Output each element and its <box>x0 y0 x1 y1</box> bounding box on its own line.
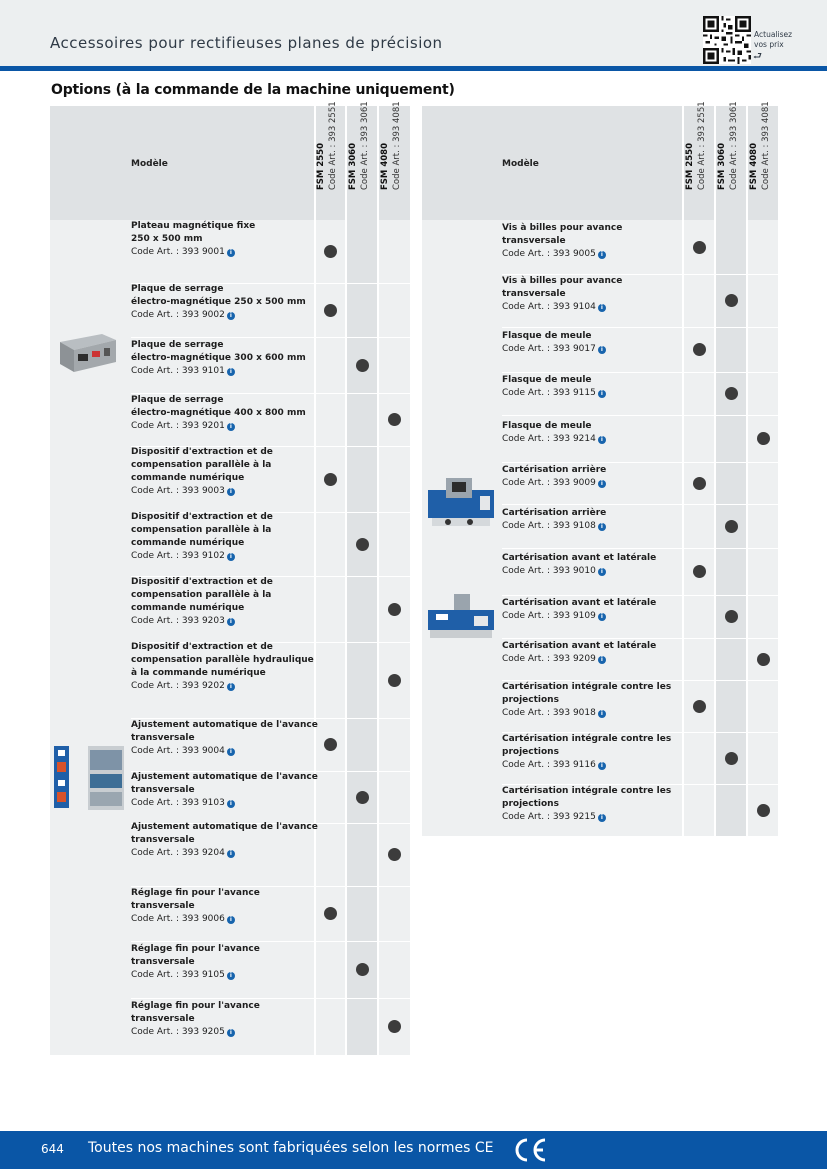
column-fsm4080 <box>378 220 410 1055</box>
availability-dot-icon <box>725 387 738 400</box>
info-icon[interactable]: i <box>227 916 235 924</box>
feed-adjustment-image <box>52 746 124 812</box>
option-name: projections <box>502 799 559 809</box>
option-name: Réglage fin pour l'avance <box>131 944 260 954</box>
info-icon[interactable]: i <box>598 436 606 444</box>
column-fsm4080 <box>747 220 778 836</box>
ce-mark-icon <box>512 1136 548 1164</box>
availability-dot-icon <box>324 738 337 751</box>
option-name: Plaque de serrage <box>131 340 224 350</box>
qr-caption: Actualisez vos prix <box>754 30 793 49</box>
row-divider <box>502 415 779 416</box>
option-name: commande numérique <box>131 538 245 548</box>
table-row <box>502 733 671 772</box>
row-divider <box>131 941 410 942</box>
option-name: Vis à billes pour avance <box>502 276 623 286</box>
table-row <box>131 394 306 433</box>
availability-dot-icon <box>725 752 738 765</box>
info-icon[interactable]: i <box>598 613 606 621</box>
info-icon[interactable]: i <box>227 488 235 496</box>
option-code <box>131 797 318 810</box>
option-code <box>131 420 306 433</box>
table-row <box>131 576 273 628</box>
option-code <box>502 759 671 772</box>
option-name: Ajustement automatique de l'avance <box>131 720 318 730</box>
column-divider <box>746 106 748 836</box>
header-rule <box>0 66 827 71</box>
column-model: FSM 2550 <box>685 142 695 190</box>
option-name: projections <box>502 695 559 705</box>
availability-dot-icon <box>324 245 337 258</box>
code-text: Code Art. : 393 9102 <box>131 551 225 561</box>
option-code <box>131 680 314 693</box>
column-header-fsm2550 <box>314 101 344 220</box>
info-icon[interactable]: i <box>227 972 235 980</box>
option-code <box>502 565 656 578</box>
row-divider <box>502 462 779 463</box>
option-code <box>502 610 656 623</box>
availability-dot-icon <box>757 804 770 817</box>
table-row <box>131 821 318 860</box>
option-name: Ajustement automatique de l'avance <box>131 822 318 832</box>
info-icon[interactable]: i <box>598 390 606 398</box>
code-text: Code Art. : 393 9003 <box>131 486 225 496</box>
column-code: Code Art. : 393 3061 <box>729 101 739 190</box>
model-label: Modèle <box>131 159 168 169</box>
code-text: Code Art. : 393 9004 <box>131 746 225 756</box>
row-divider <box>502 548 779 549</box>
code-text: Code Art. : 393 9205 <box>131 1027 225 1037</box>
option-code <box>502 653 656 666</box>
row-divider <box>502 595 779 596</box>
code-text: Code Art. : 393 9009 <box>502 478 596 488</box>
option-name: Plaque de serrage <box>131 395 224 405</box>
column-model: FSM 3060 <box>717 142 727 190</box>
option-name: Cartérisation intégrale contre les <box>502 734 672 744</box>
code-text: Code Art. : 393 9010 <box>502 566 596 576</box>
option-name: Vis à billes pour avance <box>502 223 623 233</box>
option-name: Plaque de serrage <box>131 284 224 294</box>
info-icon[interactable]: i <box>598 814 606 822</box>
row-divider <box>502 372 779 373</box>
table-row <box>131 719 318 758</box>
option-name: Cartérisation arrière <box>502 508 607 518</box>
code-text: Code Art. : 393 9214 <box>502 434 596 444</box>
availability-dot-icon <box>388 1020 401 1033</box>
table-row <box>502 640 656 666</box>
table-row <box>131 641 314 693</box>
availability-dot-icon <box>356 359 369 372</box>
option-code <box>502 811 671 824</box>
option-name: Flasque de meule <box>502 331 592 341</box>
table-row <box>502 552 656 578</box>
code-text: Code Art. : 393 9109 <box>502 611 596 621</box>
info-icon[interactable]: i <box>227 800 235 808</box>
table-row <box>502 785 671 824</box>
table-row <box>131 283 306 322</box>
table-row <box>131 1000 260 1039</box>
option-code <box>502 477 606 490</box>
row-divider <box>502 504 779 505</box>
option-name: Plateau magnétique fixe <box>131 221 256 231</box>
code-text: Code Art. : 393 9108 <box>502 521 596 531</box>
info-icon[interactable]: i <box>227 553 235 561</box>
availability-dot-icon <box>324 304 337 317</box>
column-divider <box>714 106 716 836</box>
option-code <box>502 343 606 356</box>
option-name: commande numérique <box>131 603 245 613</box>
info-icon[interactable]: i <box>227 249 235 257</box>
info-icon[interactable]: i <box>227 1029 235 1037</box>
availability-dot-icon <box>356 963 369 976</box>
code-text: Code Art. : 393 9018 <box>502 708 596 718</box>
code-text: Code Art. : 393 9202 <box>131 681 225 691</box>
column-header-fsm3060 <box>346 101 376 220</box>
info-icon[interactable]: i <box>598 251 606 259</box>
info-icon[interactable]: i <box>227 683 235 691</box>
rear-guard-machine-image <box>426 478 496 530</box>
table-row <box>131 220 255 259</box>
option-name: compensation parallèle à la <box>131 525 272 535</box>
option-name: transversale <box>131 1014 195 1024</box>
availability-dot-icon <box>388 413 401 426</box>
option-code <box>502 387 606 400</box>
code-text: Code Art. : 393 9201 <box>131 421 225 431</box>
magnetic-plate-image <box>56 328 118 378</box>
option-name: compensation parallèle à la <box>131 460 272 470</box>
option-name: Dispositif d'extraction et de <box>131 642 273 652</box>
info-icon[interactable]: i <box>598 346 606 354</box>
page-footer <box>0 1131 827 1169</box>
availability-dot-icon <box>388 603 401 616</box>
availability-dot-icon <box>725 294 738 307</box>
option-name: Dispositif d'extraction et de <box>131 447 273 457</box>
code-text: Code Art. : 393 9105 <box>131 970 225 980</box>
table-header <box>422 101 778 220</box>
info-icon[interactable]: i <box>598 568 606 576</box>
code-text: Code Art. : 393 9204 <box>131 848 225 858</box>
option-name: transversale <box>131 733 195 743</box>
option-name: transversale <box>131 835 195 845</box>
option-name: Cartérisation avant et latérale <box>502 641 657 651</box>
availability-dot-icon <box>693 241 706 254</box>
table-row <box>502 507 606 533</box>
info-icon[interactable]: i <box>598 523 606 531</box>
column-fsm2550 <box>683 220 715 836</box>
availability-dot-icon <box>693 477 706 490</box>
code-text: Code Art. : 393 9116 <box>502 760 596 770</box>
column-code: Code Art. : 393 2551 <box>328 101 338 190</box>
availability-dot-icon <box>324 473 337 486</box>
option-name: Dispositif d'extraction et de <box>131 577 273 587</box>
availability-dot-icon <box>356 791 369 804</box>
column-divider <box>314 106 316 1055</box>
option-name: électro-magnétique 300 x 600 mm <box>131 353 306 363</box>
option-name: 250 x 500 mm <box>131 234 203 244</box>
option-code <box>502 520 606 533</box>
code-text: Code Art. : 393 9001 <box>131 247 225 257</box>
option-name: compensation parallèle à la <box>131 590 272 600</box>
option-code <box>131 913 260 926</box>
column-fsm2550 <box>314 220 346 1055</box>
column-header-fsm4080 <box>378 101 408 220</box>
table-row <box>502 464 606 490</box>
option-name: à la commande numérique <box>131 668 266 678</box>
column-header-fsm2550 <box>683 101 713 220</box>
table-row <box>131 887 260 926</box>
code-text: Code Art. : 393 9101 <box>131 366 225 376</box>
option-code <box>131 485 273 498</box>
info-icon[interactable]: i <box>227 368 235 376</box>
front-guard-machine-image <box>426 594 496 640</box>
code-text: Code Art. : 393 9203 <box>131 616 225 626</box>
page-number: 644 <box>41 1142 64 1156</box>
column-model: FSM 4080 <box>749 142 759 190</box>
column-model: FSM 3060 <box>348 142 358 190</box>
option-name: transversale <box>131 785 195 795</box>
availability-dot-icon <box>356 538 369 551</box>
code-text: Code Art. : 393 9017 <box>502 344 596 354</box>
availability-dot-icon <box>693 565 706 578</box>
qr-code-icon[interactable] <box>703 16 751 64</box>
info-icon[interactable]: i <box>227 748 235 756</box>
code-text: Code Art. : 393 9115 <box>502 388 596 398</box>
code-text: Code Art. : 393 9215 <box>502 812 596 822</box>
table-row <box>502 275 622 314</box>
option-code <box>131 1026 260 1039</box>
option-name: compensation parallèle hydraulique <box>131 655 314 665</box>
table-row <box>502 681 671 720</box>
availability-dot-icon <box>725 520 738 533</box>
option-code <box>131 550 273 563</box>
column-header-fsm4080 <box>747 101 777 220</box>
option-name: transversale <box>131 957 195 967</box>
option-name: commande numérique <box>131 473 245 483</box>
option-code <box>502 248 622 261</box>
option-code <box>131 847 318 860</box>
option-code <box>502 301 622 314</box>
model-label: Modèle <box>502 159 539 169</box>
page-title: Accessoires pour rectifieuses planes de précision <box>50 34 443 52</box>
table-row <box>502 420 606 446</box>
table-row <box>131 943 260 982</box>
column-divider <box>345 106 347 1055</box>
option-name: Cartérisation intégrale contre les <box>502 786 672 796</box>
availability-dot-icon <box>757 432 770 445</box>
option-name: transversale <box>502 289 566 299</box>
info-icon[interactable]: i <box>598 304 606 312</box>
option-name: transversale <box>131 901 195 911</box>
option-name: Cartérisation avant et latérale <box>502 553 657 563</box>
column-model: FSM 4080 <box>380 142 390 190</box>
code-text: Code Art. : 393 9103 <box>131 798 225 808</box>
availability-dot-icon <box>693 700 706 713</box>
code-text: Code Art. : 393 9002 <box>131 310 225 320</box>
table-row <box>502 597 656 623</box>
info-icon[interactable]: i <box>227 423 235 431</box>
option-name: Ajustement automatique de l'avance <box>131 772 318 782</box>
info-icon[interactable]: i <box>598 480 606 488</box>
row-divider <box>131 337 410 338</box>
options-table-right <box>422 101 778 836</box>
column-code: Code Art. : 393 4081 <box>392 101 402 190</box>
code-text: Code Art. : 393 9005 <box>502 249 596 259</box>
table-header <box>50 101 410 220</box>
code-text: Code Art. : 393 9006 <box>131 914 225 924</box>
table-row <box>131 339 306 378</box>
option-name: projections <box>502 747 559 757</box>
column-divider <box>682 106 684 836</box>
option-name: Cartérisation avant et latérale <box>502 598 657 608</box>
availability-dot-icon <box>757 653 770 666</box>
column-model: FSM 2550 <box>316 142 326 190</box>
table-row <box>502 374 606 400</box>
availability-dot-icon <box>725 610 738 623</box>
option-code <box>131 365 306 378</box>
table-row <box>131 511 273 563</box>
arrow-icon: ⮐ <box>753 51 762 62</box>
info-icon[interactable]: i <box>598 710 606 718</box>
option-name: Flasque de meule <box>502 421 592 431</box>
table-row <box>502 222 622 261</box>
row-divider <box>502 638 779 639</box>
option-code <box>131 745 318 758</box>
option-name: électro-magnétique 400 x 800 mm <box>131 408 306 418</box>
info-icon[interactable]: i <box>598 762 606 770</box>
table-row <box>131 771 318 810</box>
availability-dot-icon <box>693 343 706 356</box>
option-code <box>502 433 606 446</box>
code-text: Code Art. : 393 9209 <box>502 654 596 664</box>
options-table-left <box>50 101 410 1055</box>
column-code: Code Art. : 393 3061 <box>360 101 370 190</box>
option-name: Flasque de meule <box>502 375 592 385</box>
option-code <box>502 707 671 720</box>
row-divider <box>131 998 410 999</box>
row-divider <box>502 327 779 328</box>
option-name: Réglage fin pour l'avance <box>131 888 260 898</box>
info-icon[interactable]: i <box>227 312 235 320</box>
option-code <box>131 615 273 628</box>
option-name: Dispositif d'extraction et de <box>131 512 273 522</box>
option-code <box>131 309 306 322</box>
info-icon[interactable]: i <box>227 850 235 858</box>
footer-text: Toutes nos machines sont fabriquées selon les normes CE <box>88 1140 494 1156</box>
availability-dot-icon <box>324 907 337 920</box>
column-code: Code Art. : 393 4081 <box>761 101 771 190</box>
availability-dot-icon <box>388 848 401 861</box>
availability-dot-icon <box>388 674 401 687</box>
column-code: Code Art. : 393 2551 <box>697 101 707 190</box>
column-fsm3060 <box>346 220 378 1055</box>
column-header-fsm3060 <box>715 101 745 220</box>
option-code <box>131 246 255 259</box>
section-title: Options (à la commande de la machine uniquement) <box>51 82 455 98</box>
option-code <box>131 969 260 982</box>
info-icon[interactable]: i <box>227 618 235 626</box>
option-name: électro-magnétique 250 x 500 mm <box>131 297 306 307</box>
table-row <box>131 446 273 498</box>
page-header <box>0 0 827 66</box>
option-name: transversale <box>502 236 566 246</box>
option-name: Réglage fin pour l'avance <box>131 1001 260 1011</box>
option-name: Cartérisation arrière <box>502 465 607 475</box>
table-row <box>502 330 606 356</box>
code-text: Code Art. : 393 9104 <box>502 302 596 312</box>
info-icon[interactable]: i <box>598 656 606 664</box>
column-divider <box>377 106 379 1055</box>
option-name: Cartérisation intégrale contre les <box>502 682 672 692</box>
